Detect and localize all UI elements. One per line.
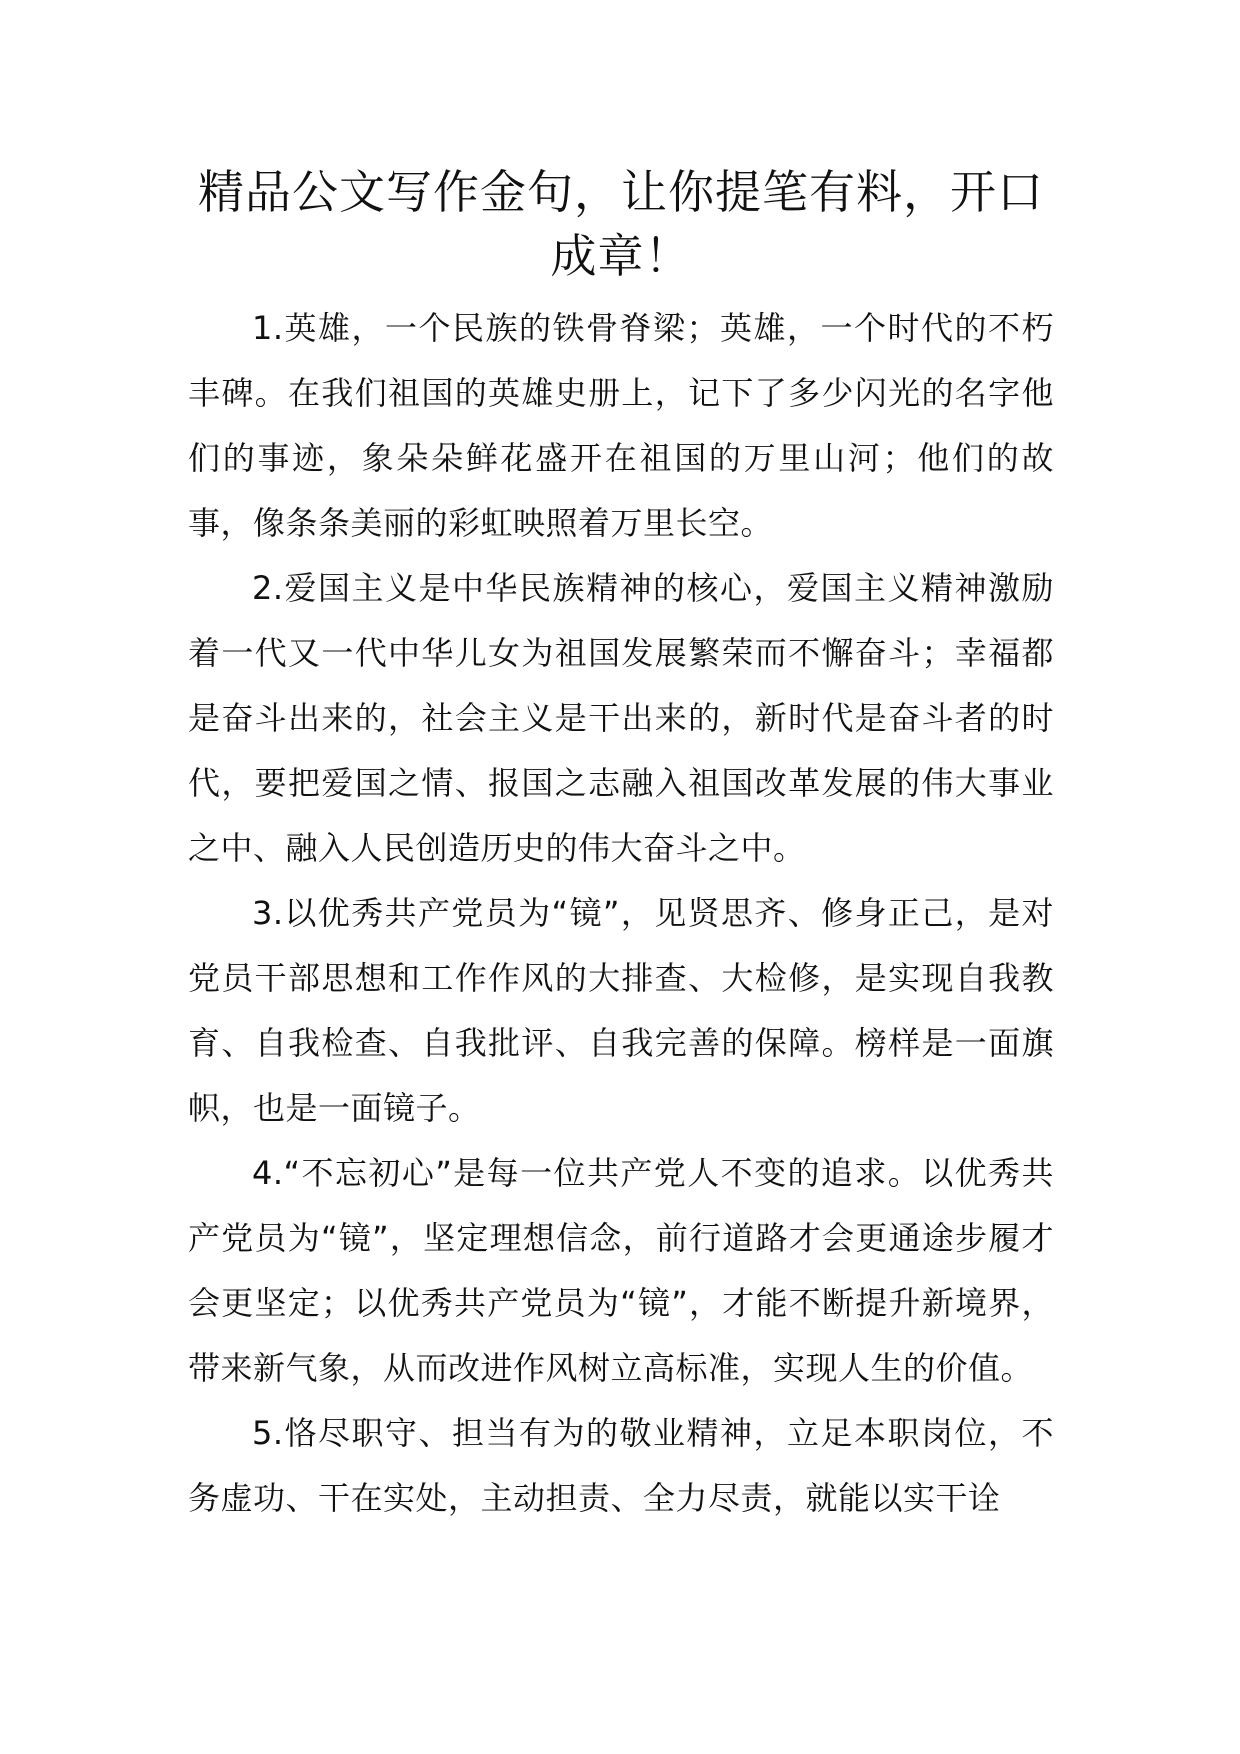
document-page <box>188 160 1054 1531</box>
paragraph-2: 2.爱国主义是中华民族精神的核心，爱国主义精神激励着一代又一代中华儿女为祖国发展繁荣而不懈奋斗；幸福都是奋斗出来的，社会主义是干出来的，新时代是奋斗者的时代，要把爱国之情、报国之志融入祖国改革发展的伟大事业之中、融入人民创造历史的伟大奋斗之中。 <box>188 569 1054 867</box>
document-title: 精品公文写作金句，让你提笔有料，开口成章！ <box>198 165 1044 283</box>
paragraph-5: 5.恪尽职守、担当有为的敬业精神，立足本职岗位，不务虚功、干在实处，主动担责、全力尽责，就能以实干诠 <box>188 1414 1054 1517</box>
paragraph-1: 1.英雄，一个民族的铁骨脊梁；英雄，一个时代的不朽丰碑。在我们祖国的英雄史册上，记下了多少闪光的名字他们的事迹，象朵朵鲜花盛开在祖国的万里山河；他们的故事，像条条美丽的彩虹映照着万里长空。 <box>188 309 1054 542</box>
paragraph-3: 3.以优秀共产党员为“镜”，见贤思齐、修身正己，是对党员干部思想和工作作风的大排查、大检修，是实现自我教育、自我检查、自我批评、自我完善的保障。榜样是一面旗帜，也是一面镜子。 <box>188 894 1054 1127</box>
paragraph-4: 4.“不忘初心”是每一位共产党人不变的追求。以优秀共产党员为“镜”，坚定理想信念，前行道路才会更通途步履才会更坚定；以优秀共产党员为“镜”，才能不断提升新境界，带来新气象，从而改进作风树立高标准，实现人生的价值。 <box>188 1154 1054 1387</box>
